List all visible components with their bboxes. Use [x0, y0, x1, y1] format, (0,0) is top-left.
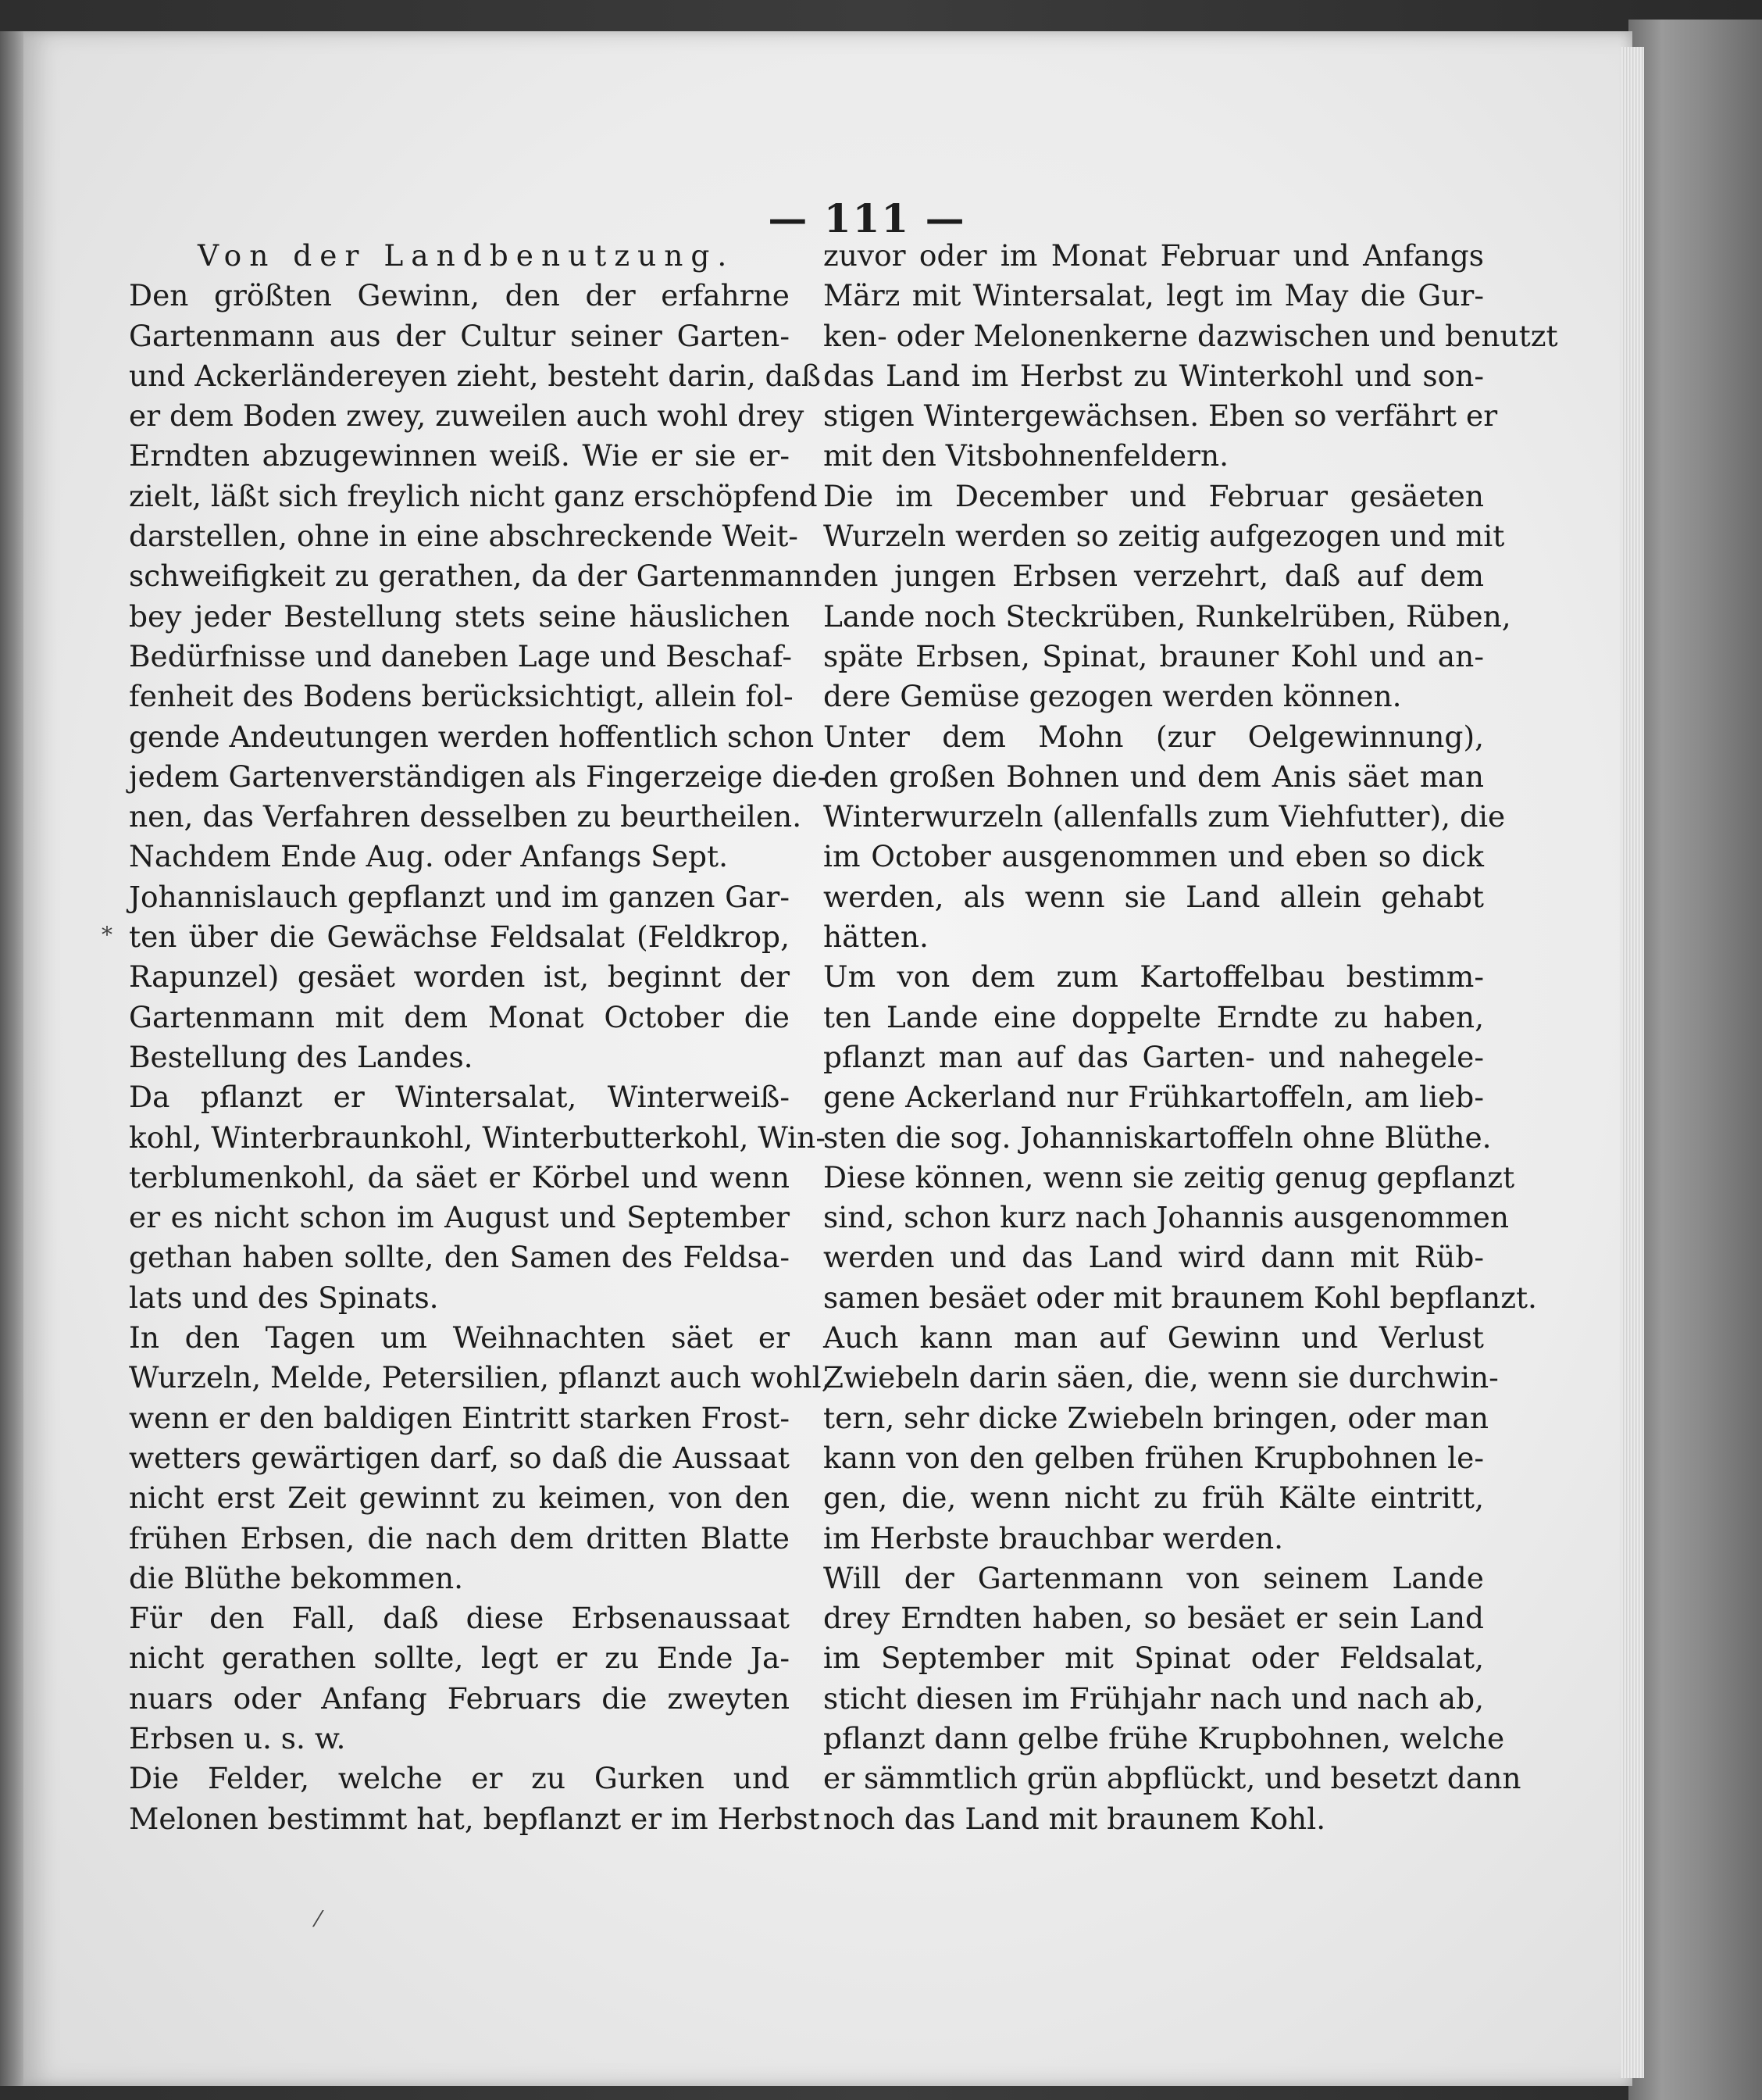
- text-line: darstellen, ohne in eine abschreckende Weit-: [129, 519, 798, 554]
- text-line: Gartenmann aus der Cultur seiner Garten-: [129, 318, 790, 353]
- text-line: fenheit des Bodens berücksichtigt, allein fol-: [129, 679, 794, 714]
- pencil-mark: ⁄: [316, 1906, 320, 1932]
- text-line: nuars oder Anfang Februars die zweyten: [129, 1680, 790, 1716]
- text-line: und Ackerländereyen zieht, besteht darin, daß: [129, 358, 821, 393]
- text-line: Diese können, wenn sie zeitig genug gepflanzt: [823, 1159, 1515, 1195]
- text-line: Den größten Gewinn, den der erfahrne: [129, 278, 790, 313]
- text-line: Nachdem Ende Aug. oder Anfangs Sept.: [129, 839, 729, 874]
- page-number: — 111 —: [768, 195, 966, 241]
- text-line: wenn er den baldigen Eintritt starken Frost-: [129, 1400, 790, 1435]
- text-line: sten die sog. Johanniskartoffeln ohne Blüthe.: [823, 1120, 1492, 1155]
- text-line: Lande noch Steckrüben, Runkelrüben, Rüben,: [823, 598, 1511, 634]
- text-line: Erbsen u. s. w.: [129, 1720, 346, 1755]
- text-line: gende Andeutungen werden hoffentlich schon: [129, 719, 815, 754]
- text-line: späte Erbsen, Spinat, brauner Kohl und an-: [823, 638, 1484, 673]
- text-line: Will der Gartenmann von seinem Lande: [823, 1560, 1484, 1595]
- text-line: schweifigkeit zu gerathen, da der Gartenmann: [129, 559, 822, 594]
- text-line: er dem Boden zwey, zuweilen auch wohl drey: [129, 398, 804, 434]
- text-line: werden, als wenn sie Land allein gehabt: [823, 879, 1484, 914]
- text-line: ten Lande eine doppelte Erndte zu haben,: [823, 999, 1484, 1034]
- text-line: sind, schon kurz nach Johannis ausgenommen: [823, 1200, 1510, 1235]
- text-line: pflanzt dann gelbe frühe Krupbohnen, welche: [823, 1720, 1505, 1755]
- text-line: März mit Wintersalat, legt im May die Gur-: [823, 278, 1484, 313]
- text-line: nicht gerathen sollte, legt er zu Ende Ja-: [129, 1641, 790, 1676]
- text-line: noch das Land mit braunem Kohl.: [823, 1801, 1326, 1836]
- ink-speck: *: [102, 922, 112, 948]
- text-line: zielt, läßt sich freylich nicht ganz erschöpfend: [129, 478, 818, 513]
- text-line: ten über die Gewächse Feldsalat (Feldkrop,: [129, 920, 790, 955]
- text-line: wetters gewärtigen darf, so daß die Aussaat: [129, 1440, 790, 1475]
- left-text-column: [129, 236, 831, 1839]
- text-line: lats und des Spinats.: [129, 1280, 439, 1315]
- text-line: ken- oder Melonenkerne dazwischen und benutzt: [823, 318, 1558, 353]
- text-line: Um von dem zum Kartoffelbau bestimm-: [823, 959, 1484, 995]
- text-line: tern, sehr dicke Zwiebeln bringen, oder man: [823, 1400, 1489, 1435]
- text-line: hätten.: [823, 920, 929, 955]
- text-line: Unter dem Mohn (zur Oelgewinnung),: [823, 719, 1484, 754]
- text-line: Für den Fall, daß diese Erbsenaussaat: [129, 1601, 790, 1636]
- text-line: stigen Wintergewächsen. Eben so verfährt er: [823, 398, 1498, 434]
- text-line: kohl, Winterbraunkohl, Winterbutterkohl, Win-: [129, 1120, 826, 1155]
- text-line: Wurzeln, Melde, Petersilien, pflanzt auch wohl,: [129, 1360, 831, 1395]
- text-line: zuvor oder im Monat Februar und Anfangs: [823, 238, 1484, 273]
- text-line: die Blüthe bekommen.: [129, 1560, 464, 1595]
- text-line: nen, das Verfahren desselben zu beurtheilen.: [129, 799, 802, 834]
- text-line: terblumenkohl, da säet er Körbel und wenn: [129, 1159, 790, 1195]
- text-line: gene Ackerland nur Frühkartoffeln, am lieb-: [823, 1080, 1484, 1115]
- text-line: gethan haben sollte, den Samen des Feldsa-: [129, 1240, 790, 1275]
- text-line: Von der Landbenutzung.: [198, 238, 735, 273]
- text-line: das Land im Herbst zu Winterkohl und son-: [823, 358, 1484, 393]
- text-line: Die Felder, welche er zu Gurken und: [129, 1761, 790, 1796]
- text-line: Da pflanzt er Wintersalat, Winterweiß-: [129, 1080, 790, 1115]
- page-stack-edge: [1621, 47, 1644, 2078]
- text-line: den jungen Erbsen verzehrt, daß auf dem: [823, 559, 1484, 594]
- text-line: im Herbste brauchbar werden.: [823, 1520, 1284, 1555]
- text-line: drey Erndten haben, so besäet er sein Land: [823, 1601, 1484, 1636]
- text-line: Johannislauch gepflanzt und im ganzen Gar-: [129, 879, 790, 914]
- text-line: bey jeder Bestellung stets seine häuslichen: [129, 598, 790, 634]
- text-line: Die im December und Februar gesäeten: [823, 478, 1484, 513]
- text-line: Bedürfnisse und daneben Lage und Beschaf-: [129, 638, 792, 673]
- text-line: Wurzeln werden so zeitig aufgezogen und mit: [823, 519, 1505, 554]
- right-text-column: [823, 236, 1558, 1839]
- text-line: er sämmtlich grün abpflückt, und besetzt dann: [823, 1761, 1521, 1796]
- text-line: den großen Bohnen und dem Anis säet man: [823, 759, 1484, 794]
- text-line: Zwiebeln darin säen, die, wenn sie durchwin-: [823, 1360, 1499, 1395]
- text-line: im October ausgenommen und eben so dick: [823, 839, 1484, 874]
- text-line: pflanzt man auf das Garten- und nahegele-: [823, 1039, 1484, 1074]
- text-line: Melonen bestimmt hat, bepflanzt er im Herbst: [129, 1801, 820, 1836]
- text-line: frühen Erbsen, die nach dem dritten Blatte: [129, 1520, 790, 1555]
- text-line: gen, die, wenn nicht zu früh Kälte eintritt,: [823, 1480, 1484, 1516]
- text-line: In den Tagen um Weihnachten säet er: [129, 1320, 790, 1355]
- text-line: Erndten abzugewinnen weiß. Wie er sie er-: [129, 438, 790, 473]
- text-line: sticht diesen im Frühjahr nach und nach ab,: [823, 1680, 1484, 1716]
- text-line: samen besäet oder mit braunem Kohl bepflanzt.: [823, 1280, 1537, 1315]
- text-line: mit den Vitsbohnenfeldern.: [823, 438, 1229, 473]
- text-line: jedem Gartenverständigen als Fingerzeige die-: [129, 759, 828, 794]
- text-line: nicht erst Zeit gewinnt zu keimen, von den: [129, 1480, 790, 1516]
- text-line: Gartenmann mit dem Monat October die: [129, 999, 790, 1034]
- text-line: Winterwurzeln (allenfalls zum Viehfutter), die: [823, 799, 1506, 834]
- text-line: werden und das Land wird dann mit Rüb-: [823, 1240, 1484, 1275]
- text-line: Auch kann man auf Gewinn und Verlust: [823, 1320, 1484, 1355]
- previous-page-edge: [0, 31, 27, 2086]
- book-cover-edge: [1628, 20, 1762, 2100]
- text-line: Bestellung des Landes.: [129, 1039, 473, 1074]
- text-line: im September mit Spinat oder Feldsalat,: [823, 1641, 1484, 1676]
- text-line: dere Gemüse gezogen werden können.: [823, 679, 1402, 714]
- text-line: Rapunzel) gesäet worden ist, beginnt der: [129, 959, 790, 995]
- text-line: kann von den gelben frühen Krupbohnen le-: [823, 1440, 1484, 1475]
- text-line: er es nicht schon im August und September: [129, 1200, 790, 1235]
